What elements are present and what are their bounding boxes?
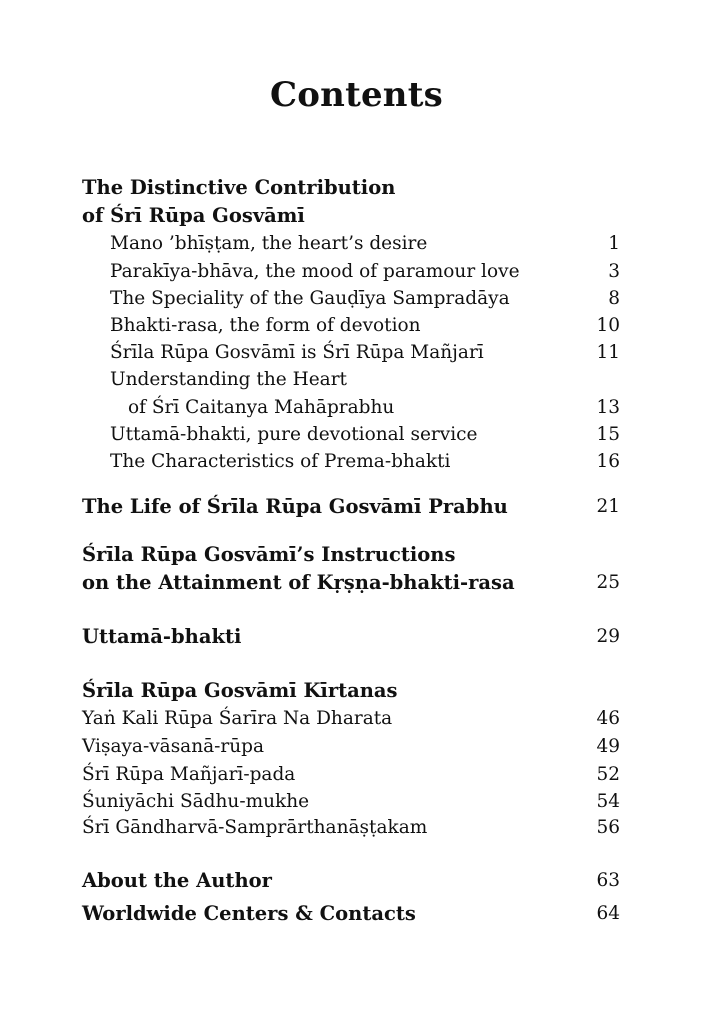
toc-entry[interactable]: [82, 706, 620, 732]
section-heading[interactable]: [82, 868, 620, 894]
toc-entry-page: 56: [596, 817, 620, 838]
section-heading[interactable]: [82, 624, 620, 650]
section-title: Uttamā-bhakti: [82, 625, 242, 648]
page-title: Contents: [270, 75, 443, 115]
toc-entry[interactable]: [82, 815, 620, 841]
section-heading[interactable]: [82, 494, 620, 520]
toc-entry-label: Śrīla Rūpa Gosvāmī is Śrī Rūpa Mañjarī: [110, 342, 484, 363]
toc-entry-page: 16: [596, 451, 620, 472]
toc-entry-label: Uttamā-bhakti, pure devotional service: [110, 424, 478, 445]
section-title: The Life of Śrīla Rūpa Gosvāmī Prabhu: [82, 495, 508, 518]
toc-entry-label: The Characteristics of Prema-bhakti: [110, 451, 451, 472]
toc-entry-label: of Śrī Caitanya Mahāprabhu: [128, 397, 395, 418]
section-title: of Śrī Rūpa Gosvāmī: [82, 204, 305, 227]
section-title: Worldwide Centers & Contacts: [82, 902, 416, 925]
toc-entry[interactable]: [110, 231, 620, 257]
section-heading[interactable]: [82, 570, 620, 596]
toc-entry[interactable]: [110, 340, 620, 366]
toc-entry[interactable]: [110, 313, 620, 339]
toc-entry-page: 15: [596, 424, 620, 445]
section-heading[interactable]: [82, 203, 620, 229]
toc-entry[interactable]: [110, 367, 620, 393]
toc-entry-page: 3: [608, 261, 620, 282]
toc-entry-label: Understanding the Heart: [110, 369, 347, 390]
section-title: on the Attainment of Kṛṣṇa-bhakti-rasa: [82, 571, 515, 594]
toc-entry[interactable]: [82, 789, 620, 815]
section-heading[interactable]: [82, 542, 620, 568]
toc-entry-label: Śrī Gāndharvā-Samprārthanāṣṭakam: [82, 817, 428, 838]
section-title: Śrīla Rūpa Gosvāmī Kīrtanas: [82, 679, 398, 702]
section-page: 29: [596, 626, 620, 647]
section-title: The Distinctive Contribution: [82, 176, 396, 199]
toc-entry[interactable]: [110, 422, 620, 448]
toc-entry-label: Viṣaya-vāsanā-rūpa: [82, 736, 265, 757]
toc-entry-page: 11: [596, 342, 620, 363]
toc-entry-page: 49: [596, 736, 620, 757]
toc-entry-label: Parakīya-bhāva, the mood of paramour love: [110, 261, 520, 282]
section-heading[interactable]: [82, 901, 620, 927]
toc-entry-page: 46: [596, 708, 620, 729]
section-page: 64: [596, 903, 620, 924]
toc-entry[interactable]: [110, 259, 620, 285]
toc-entry-page: 8: [608, 288, 620, 309]
toc-entry-label: Bhakti-rasa, the form of devotion: [110, 315, 421, 336]
toc-entry[interactable]: [110, 286, 620, 312]
toc-entry-label: Yaṅ Kali Rūpa Śarīra Na Dharata: [82, 708, 393, 729]
toc-entry-label: Śrī Rūpa Mañjarī-pada: [82, 764, 296, 785]
toc-entry-label: The Speciality of the Gauḍīya Sampradāya: [110, 288, 510, 309]
section-heading[interactable]: [82, 678, 620, 704]
toc-entry[interactable]: [82, 734, 620, 760]
toc-entry[interactable]: [82, 762, 620, 788]
toc-entry-page: 13: [596, 397, 620, 418]
toc-entry-label: Śuniyāchi Sādhu-mukhe: [82, 791, 310, 812]
section-page: 63: [596, 870, 620, 891]
section-page: 25: [596, 572, 620, 593]
section-heading[interactable]: [82, 175, 620, 201]
toc-entry-page: 10: [596, 315, 620, 336]
toc-entry-page: 1: [608, 233, 620, 254]
toc-entry-label: Mano ’bhīṣṭam, the heart’s desire: [110, 233, 428, 254]
section-page: 21: [596, 496, 620, 517]
toc-entry-continuation[interactable]: [128, 395, 620, 421]
section-title: Śrīla Rūpa Gosvāmī’s Instructions: [82, 543, 456, 566]
toc-entry-page: 52: [596, 764, 620, 785]
toc-entry-page: 54: [596, 791, 620, 812]
toc-entry[interactable]: [110, 449, 620, 475]
section-title: About the Author: [82, 869, 272, 892]
